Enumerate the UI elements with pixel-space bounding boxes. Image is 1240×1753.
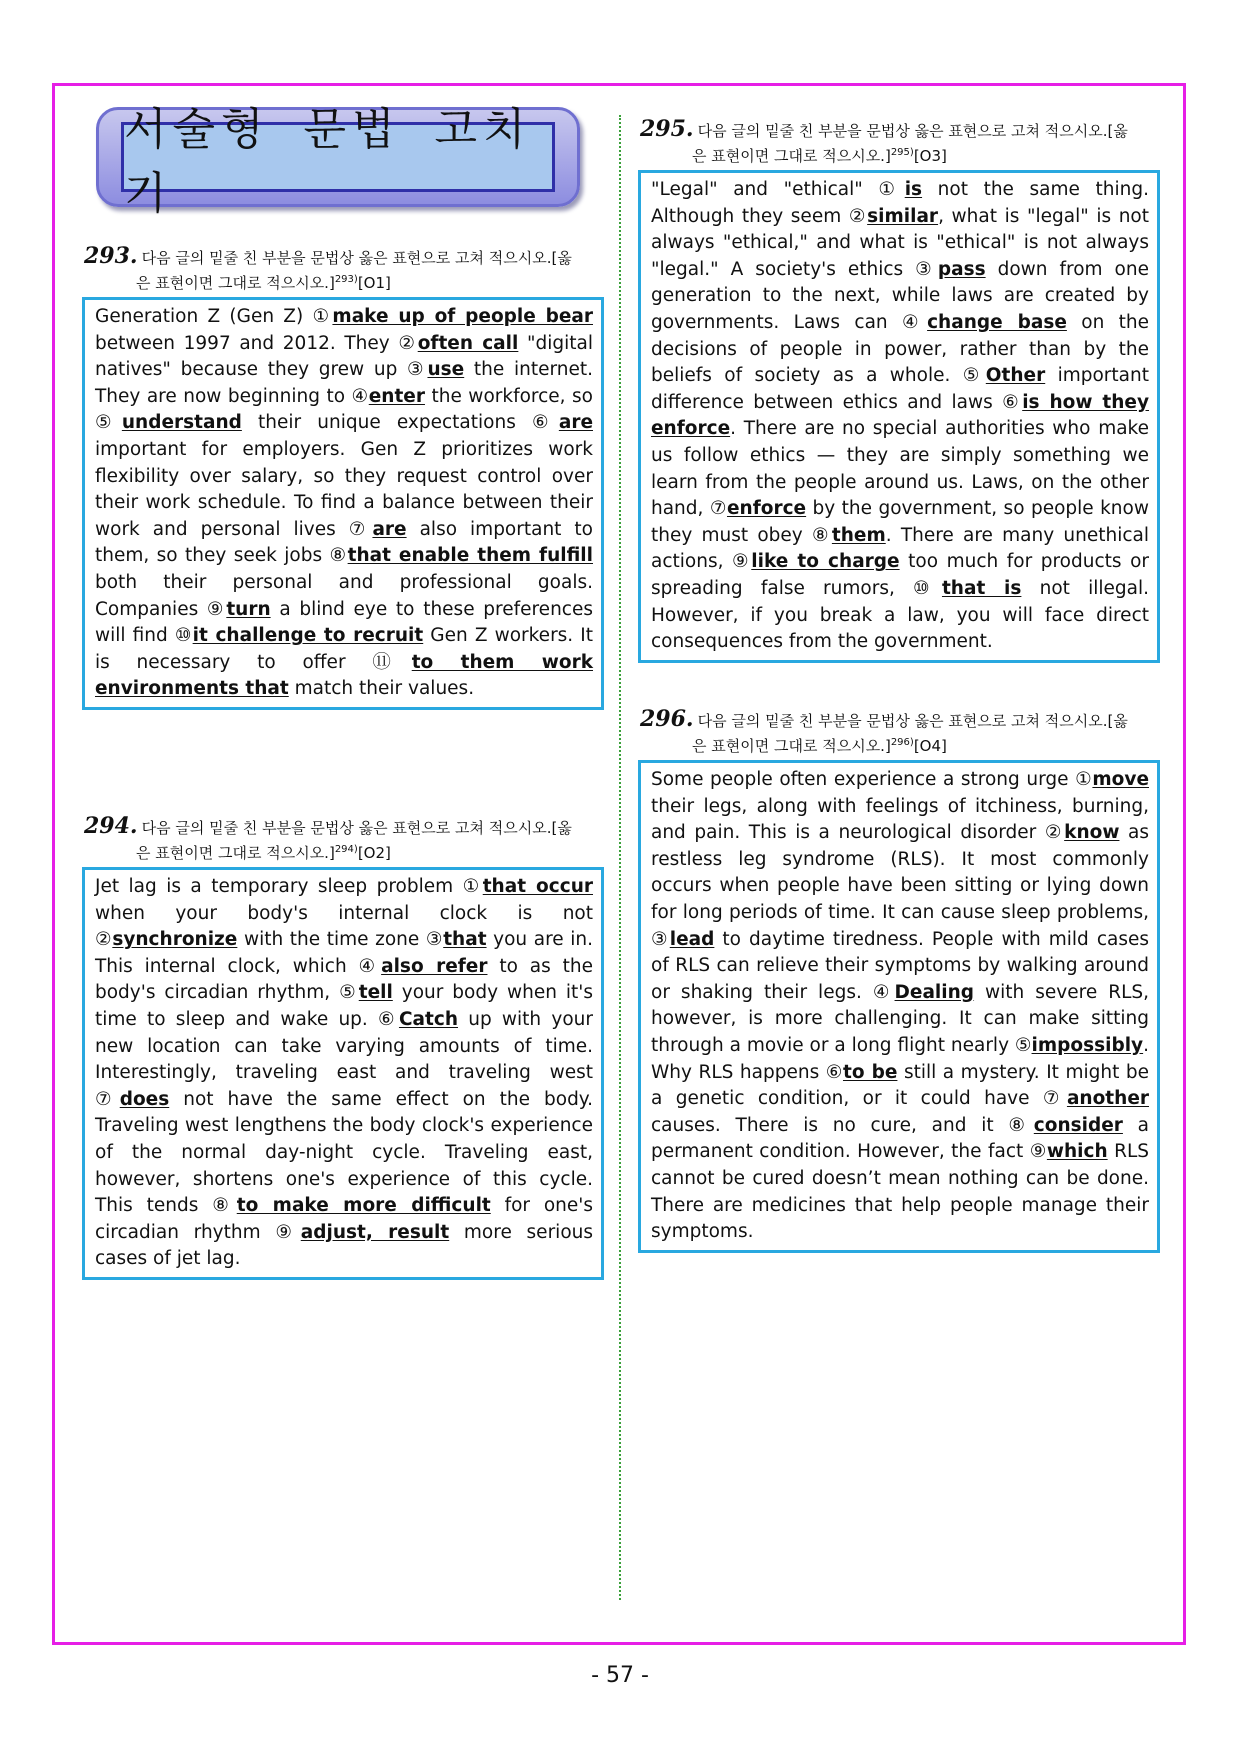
underlined-phrase: also refer — [381, 955, 488, 977]
passage-text: on the decisions of people in power, rather than by the beliefs of society as a whole. ⑤ — [651, 311, 1150, 387]
passage-text: when your body's internal clock is not ② — [95, 902, 593, 951]
underlined-phrase: Other — [985, 365, 1046, 387]
underlined-phrase: use — [427, 359, 465, 381]
underlined-phrase: is how they enforce — [651, 391, 1150, 440]
passage-text: both their personal and professional goals. Companies ⑨ — [95, 571, 593, 620]
instruction-line1: 다음 글의 밑줄 친 부분을 문법상 옳은 표현으로 고쳐 적으시오.[옳 — [697, 712, 1128, 730]
underlined-phrase: to be — [842, 1061, 898, 1083]
underlined-phrase: it challenge to recruit — [192, 625, 424, 647]
underlined-phrase: pass — [937, 258, 986, 280]
passage-text: not the same thing. Although they seem ② — [651, 179, 1149, 227]
passage-text: with the time zone ③ — [237, 929, 444, 951]
instruction-line1: 다음 글의 밑줄 친 부분을 문법상 옳은 표현으로 고쳐 적으시오.[옳 — [141, 819, 572, 837]
passage-text: by the government, so people know they must obey ⑧ — [651, 498, 1149, 546]
underlined-phrase: often call — [417, 332, 519, 354]
underlined-phrase: that — [443, 929, 487, 951]
underlined-phrase: know — [1064, 822, 1120, 844]
passage-text: the workforce, so ⑤ — [95, 385, 593, 434]
passage-text: a blind eye to these preferences will find ⑩ — [95, 598, 593, 647]
underlined-phrase: similar — [867, 205, 939, 227]
underlined-phrase: move — [1092, 769, 1149, 790]
title-inner — [121, 104, 555, 219]
passage-text: , what is "legal" is not always "ethical," and what is "ethical" is not always "legal." A society's ethics ③ — [651, 205, 1150, 280]
underlined-phrase: enforce — [726, 498, 807, 520]
passage-text: . There are no special authorities who make us follow ethics — they are simply something we learn from the people around us. Laws, on the other hand, ⑦ — [651, 418, 1149, 520]
underlined-phrase: are — [558, 412, 593, 434]
title-banner — [96, 104, 580, 219]
question-code: [O3] — [913, 147, 947, 165]
passage-text: important difference between ethics and laws ⑥ — [651, 365, 1149, 413]
passage-text: Generation Z (Gen Z) ① — [95, 306, 333, 327]
column-divider — [619, 115, 621, 1600]
passage-text: as restless leg syndrome (RLS). It most commonly occurs when people have been sitting or lying down for long periods of time. It can cause sleep problems, ③ — [651, 822, 1149, 950]
underlined-phrase: enter — [368, 385, 425, 407]
passage-text: down from one generation to the next, while laws are created by governments. Laws can ④ — [651, 258, 1149, 333]
passage-text: Some people often experience a strong urge ① — [651, 769, 1093, 790]
passage-text: up with your new location can take varying amounts of time. Interestingly, traveling east and traveling west ⑦ — [95, 1008, 593, 1110]
underlined-phrase: make up of people bear — [332, 306, 593, 327]
question-number: 293. — [84, 243, 138, 269]
passage-text: important for employers. Gen Z prioritizes work flexibility over salary, so they request control over their work schedule. To find a balance between their work and personal lives ⑦ — [95, 438, 593, 540]
question-293 — [82, 245, 604, 710]
question-number: 294. — [84, 813, 138, 839]
instruction-line1: 다음 글의 밑줄 친 부분을 문법상 옳은 표현으로 고쳐 적으시오.[옳 — [697, 122, 1128, 140]
underlined-phrase: synchronize — [112, 929, 238, 951]
footnote-ref: 293) — [334, 274, 358, 285]
instruction-line1: 다음 글의 밑줄 친 부분을 문법상 옳은 표현으로 고쳐 적으시오.[옳 — [141, 249, 572, 267]
underlined-phrase: that is — [941, 577, 1022, 599]
passage-box — [82, 867, 604, 1280]
passage-text: the internet. They are now beginning to ④ — [95, 359, 593, 407]
question-number: 295. — [640, 116, 694, 142]
passage-text: RLS cannot be cured doesn’t mean nothing can be done. There are medicines that help people manage their symptoms. — [651, 1141, 1149, 1243]
question-number: 296. — [640, 706, 694, 732]
passage-text: your body when it's time to sleep and wake up. ⑥ — [95, 982, 593, 1030]
underlined-phrase: impossibly — [1031, 1034, 1144, 1056]
underlined-phrase: Catch — [398, 1008, 458, 1030]
question-header — [638, 708, 1160, 757]
instruction-line2: 은 표현이면 그대로 적으시오.] — [692, 147, 891, 165]
passage-text: you are in. This internal clock, which ④ — [95, 929, 593, 977]
underlined-phrase: is — [904, 179, 923, 200]
question-295 — [638, 118, 1160, 663]
underlined-phrase: that occur — [482, 876, 593, 897]
instruction-line2: 은 표현이면 그대로 적으시오.] — [136, 274, 335, 292]
underlined-phrase: which — [1046, 1141, 1108, 1163]
footnote-ref: 294) — [334, 844, 358, 855]
underlined-phrase: are — [372, 518, 407, 540]
passage-box — [638, 760, 1160, 1253]
question-294 — [82, 815, 604, 1280]
passage-text: Gen Z workers. It is necessary to offer ⑪ — [95, 625, 593, 673]
underlined-phrase: tell — [358, 982, 393, 1004]
underlined-phrase: consider — [1033, 1114, 1123, 1136]
passage-text: still a mystery. It might be a genetic condition, or it could have ⑦ — [651, 1061, 1149, 1110]
underlined-phrase: to them work environments that — [95, 651, 593, 700]
passage-text: . Why RLS happens ⑥ — [651, 1034, 1149, 1083]
question-code: [O1] — [357, 274, 391, 292]
underlined-phrase: does — [119, 1088, 170, 1110]
question-header — [638, 118, 1160, 167]
passage-box — [82, 297, 604, 710]
passage-text: with severe RLS, however, is more challenging. It can make sitting through a movie or a long flight nearly ⑤ — [651, 981, 1149, 1056]
passage-text: "Legal" and "ethical" ① — [651, 179, 905, 200]
underlined-phrase: to make more difficult — [236, 1195, 491, 1217]
passage-text: more serious cases of jet lag. — [95, 1221, 593, 1270]
question-code: [O2] — [357, 844, 391, 862]
footnote-ref: 295) — [890, 147, 914, 158]
underlined-phrase: lead — [669, 928, 715, 950]
passage-text: to as the body's circadian rhythm, ⑤ — [95, 955, 593, 1004]
page-title: 서술형 문법 고치기 — [124, 104, 532, 219]
instruction-line2: 은 표현이면 그대로 적으시오.] — [692, 737, 891, 755]
passage-text: Jet lag is a temporary sleep problem ① — [95, 876, 483, 897]
passage-text: not have the same effect on the body. Traveling west lengthens the body clock's experience of the normal day-night cycle. Traveling east, however, shortens one's experience of this cycle. This tends ⑧ — [95, 1088, 594, 1217]
passage-text: too much for products or spreading false rumors, ⑩ — [651, 551, 1149, 599]
underlined-phrase: that enable them fulfill — [347, 545, 593, 567]
passage-box — [638, 170, 1160, 663]
passage-text: their unique expectations ⑥ — [241, 412, 559, 434]
underlined-phrase: understand — [121, 412, 242, 434]
question-header — [82, 815, 604, 864]
underlined-phrase: them — [831, 524, 886, 546]
passage-text: causes. There is no cure, and it ⑧ — [651, 1114, 1034, 1136]
page-number: - 57 - — [591, 1663, 649, 1688]
underlined-phrase: change base — [927, 311, 1067, 333]
passage-text: also important to them, so they seek jobs ⑧ — [95, 518, 594, 567]
question-296 — [638, 708, 1160, 1253]
question-header — [82, 245, 604, 294]
underlined-phrase: turn — [226, 598, 271, 620]
question-code: [O4] — [913, 737, 947, 755]
passage-text: between 1997 and 2012. They ② — [95, 332, 418, 354]
instruction-line2: 은 표현이면 그대로 적으시오.] — [136, 844, 335, 862]
footnote-ref: 296) — [890, 737, 914, 748]
underlined-phrase: adjust, result — [300, 1221, 450, 1243]
underlined-phrase: another — [1066, 1088, 1149, 1110]
passage-text: for one's circadian rhythm ⑨ — [95, 1195, 593, 1243]
passage-text: a permanent condition. However, the fact ⑨ — [651, 1114, 1150, 1163]
underlined-phrase: Dealing — [894, 981, 975, 1003]
passage-text: "digital natives" because they grew up ③ — [95, 332, 593, 381]
passage-text: their legs, along with feelings of itchiness, burning, and pain. This is a neurological disorder ② — [651, 795, 1149, 844]
passage-text: . There are many unethical actions, ⑨ — [651, 524, 1149, 573]
passage-text: to daytime tiredness. People with mild cases of RLS can relieve their symptoms by walking around or shaking their legs. ④ — [651, 928, 1149, 1003]
passage-text: not illegal. However, if you break a law, you will face direct consequences from the government. — [651, 577, 1149, 653]
underlined-phrase: like to charge — [751, 551, 900, 573]
passage-text: match their values. — [288, 678, 475, 700]
